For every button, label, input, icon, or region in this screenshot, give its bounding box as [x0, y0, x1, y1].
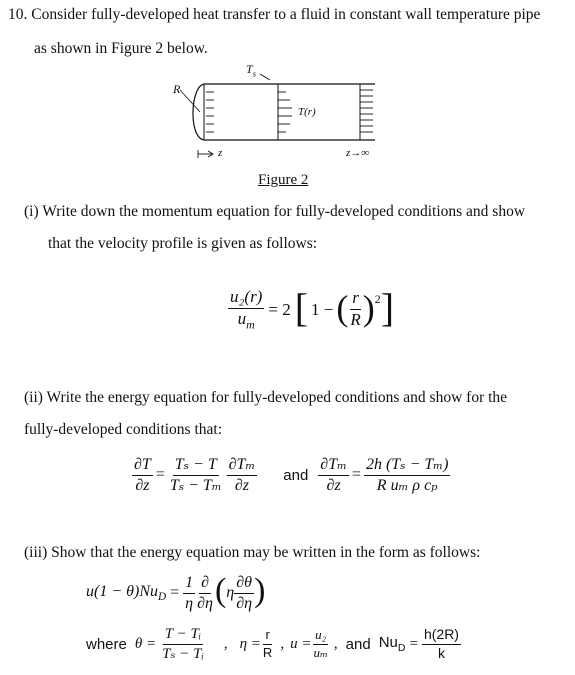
part-iii-text: (iii) Show that the energy equation may be written in the form as follows: — [24, 544, 481, 561]
variable-definitions: where θ = $\frac{\text{T − Tᵢ}}{\text{Tₛ − Tᵢ}}$ , η = $\frac{r}{R}$ , u = $\frac{\text{u₂}}{\text{uₘ}}$ , and $Nu_D$ = $\frac{h(2R)}{k}$ — [86, 626, 459, 662]
velocity-profile-equation: $\frac{\text{u₂(r)}}{u_m}$ = 2 [ 1 − ( $\frac{r}{R}$ ) $^2$ ] — [230, 284, 395, 332]
temperature-gradient-equations: $\frac{\partial T}{\partial z}$ = $\frac{\text{Tₛ − T}}{\text{Tₛ − Tₘ}}$ $\frac{\text{∂Tₘ}}{\partial z}$ and $\frac{\text{∂Tₘ}}{\partial z}$ = $\frac{\text{2h (Tₛ − Tₘ)}}{\text{R uₘ ρ cₚ}}$ — [134, 456, 449, 494]
velocity-ratio-fraction: $\frac{\text{u₂(r)}}{u_m}$ — [230, 287, 263, 332]
radius-label: R — [173, 82, 181, 96]
part-i-line-1: (i) Write down the momentum equation for fully-developed conditions and show — [24, 203, 526, 220]
dimensionless-energy-equation: $u(1 - \theta)Nu_D$ = $\frac{1}{\eta}$ $\frac{\partial}{\partial\eta}$ ( η $\frac{\partial\theta}{\partial\eta}$ ) — [86, 572, 266, 612]
z-axis-label: z — [218, 147, 223, 159]
question-10-line-1: 10. Consider fully-developed heat transfer to a fluid in constant wall temperature pipe — [8, 6, 541, 23]
wall-temperature-label: $T_s$ — [246, 62, 256, 79]
figure-caption: Figure 2 — [258, 172, 309, 188]
radius-ratio-fraction: $\frac{r}{R}$ — [350, 288, 361, 330]
temperature-profile-label: T(r) — [298, 106, 316, 118]
z-infinity-label: z→∞ — [346, 147, 370, 159]
pipe-figure — [160, 60, 400, 170]
part-i-line-2: that the velocity profile is given as follows: — [48, 235, 318, 252]
part-ii-line-2: fully-developed conditions that: — [24, 421, 223, 438]
question-10-line-2: as shown in Figure 2 below. — [34, 40, 208, 57]
part-ii-line-1: (ii) Write the energy equation for fully-developed conditions and show for the — [24, 389, 508, 406]
